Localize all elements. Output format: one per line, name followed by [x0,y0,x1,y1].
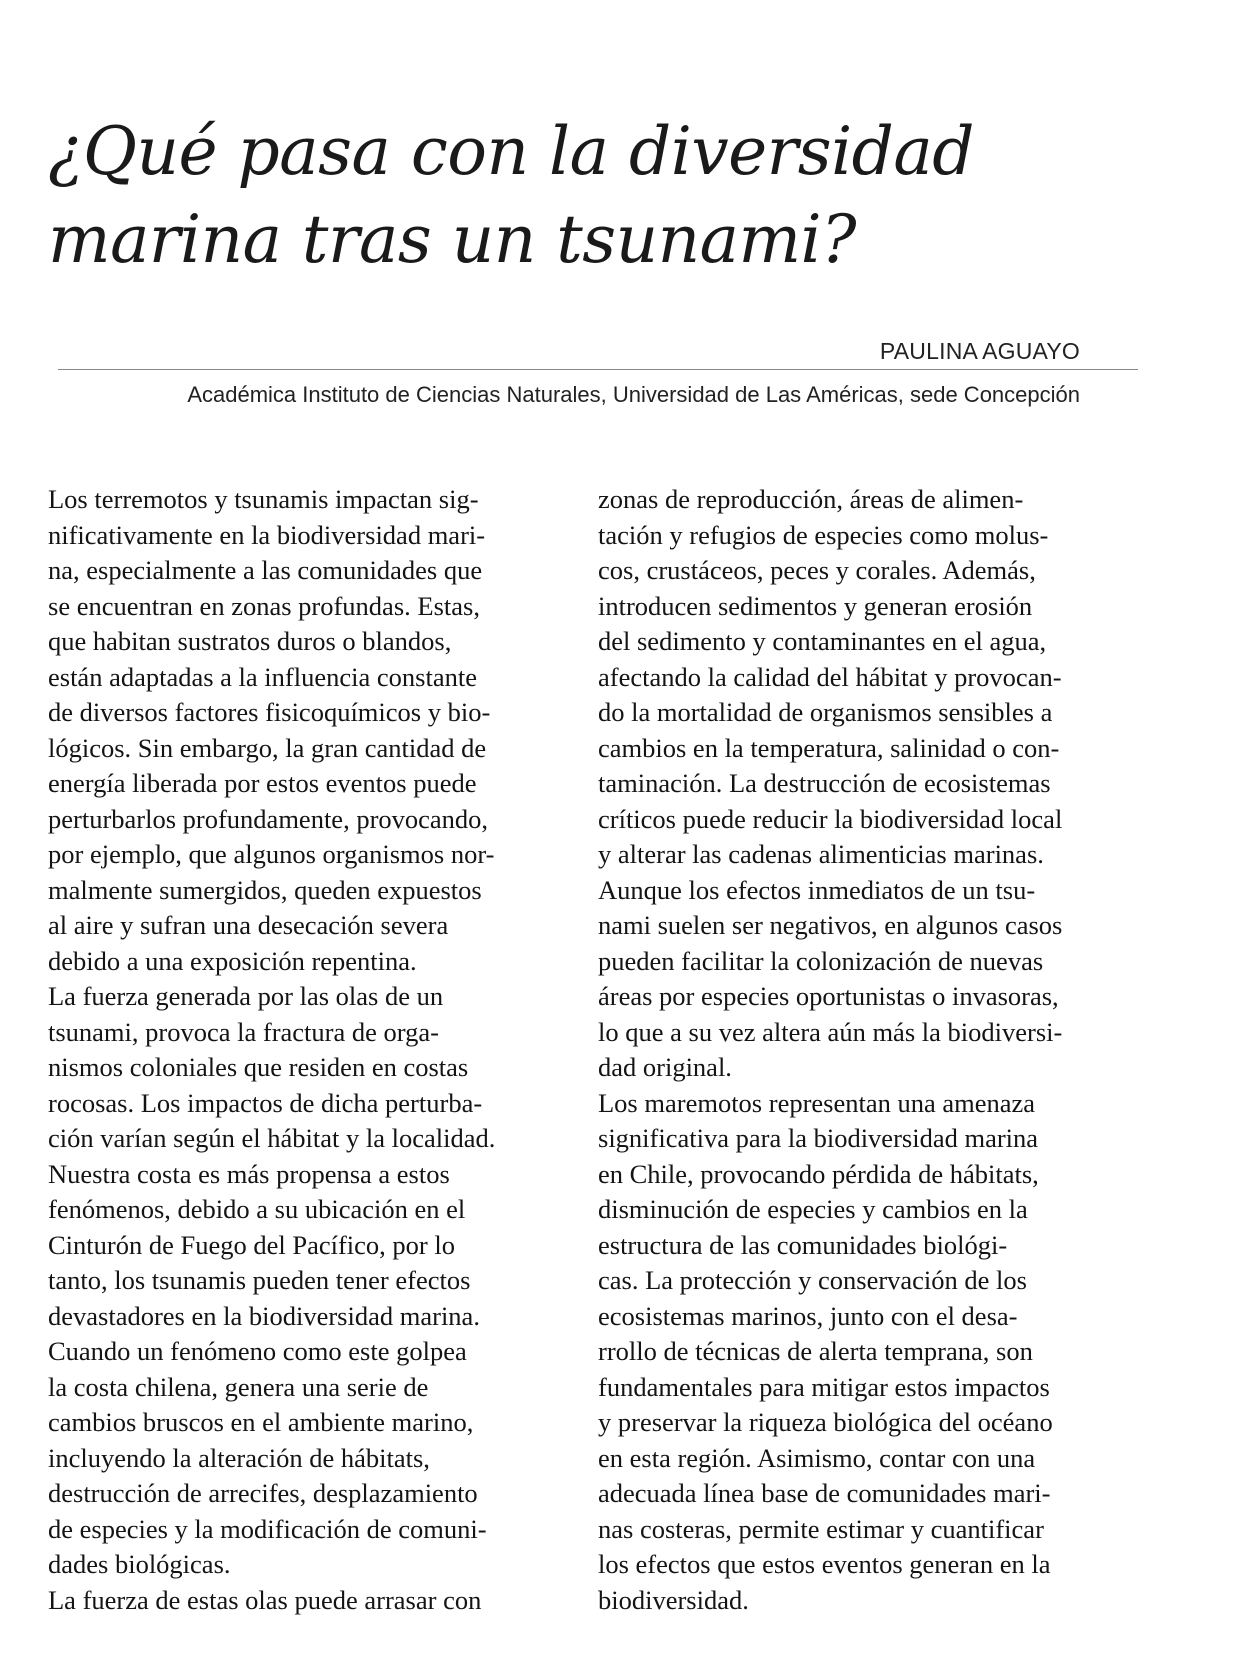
body-text-line: rocosas. Los impactos de dicha perturba- [48,1087,483,1118]
article-title [48,108,1148,284]
body-text-line: tación y refugios de especies como molus- [598,519,1049,550]
body-text-line: y preservar la riqueza biológica del océano [598,1407,1053,1437]
body-text-line: la costa chilena, genera una serie de [48,1371,429,1402]
body-text-line: pueden facilitar la colonización de nuevas [598,945,1044,976]
body-text-line: incluyendo la alteración de hábitats, [48,1442,430,1473]
body-text-line: del sedimento y contaminantes en el agua, [598,626,1047,656]
body-text-line: de diversos factores fisicoquímicos y bio- [48,697,491,727]
body-text-line: afectando la calidad del hábitat y provocan- [598,661,1062,692]
body-text-line: zonas de reproducción, áreas de alimen- [598,484,1024,514]
body-text-line: tanto, los tsunamis pueden tener efectos [48,1265,471,1295]
body-text-line: rrollo de técnicas de alerta temprana, son [598,1336,1033,1366]
body-text-line: de especies y la modificación de comuni- [48,1513,487,1544]
body-text-line: disminución de especies y cambios en la [598,1194,1028,1224]
body-text-line: cambios en la temperatura, salinidad o con- [598,732,1060,763]
article-title-line: marina tras un tsunami? [48,201,857,278]
body-text-line: en esta región. Asimismo, contar con una [598,1442,1036,1473]
body-text-line: y alterar las cadenas alimenticias marinas. [598,839,1044,869]
body-text-line: biodiversidad. [598,1584,749,1615]
body-text-line: fundamentales para mitigar estos impactos [598,1371,1050,1402]
body-text-line: al aire y sufran una desecación severa [48,910,449,940]
body-text-line: nas costeras, permite estimar y cuantificar [598,1513,1044,1544]
body-text-line: lo que a su vez altera aún más la biodiversi- [598,1016,1063,1047]
body-text-line: taminación. La destrucción de ecosistemas [598,768,1051,798]
header-divider [58,369,1138,370]
body-text-line: estructura de las comunidades biológi- [598,1229,1008,1260]
body-text-line: introducen sedimentos y generan erosión [598,590,1033,621]
body-text-line: Nuestra costa es más propensa a estos [48,1158,450,1189]
body-text-line: dades biológicas. [48,1549,231,1579]
body-text-line: dad original. [598,1052,732,1082]
body-text-line: cambios bruscos en el ambiente marino, [48,1407,474,1437]
body-text-line: debido a una exposición repentina. [48,945,417,976]
body-text-line: energía liberada por estos eventos puede [48,768,477,798]
body-text-line: Los terremotos y tsunamis impactan sig- [48,484,479,514]
body-text-line: que habitan sustratos duros o blandos, [48,626,452,656]
body-text-line: La fuerza generada por las olas de un [48,981,444,1011]
body-text-line: na, especialmente a las comunidades que [48,555,483,585]
body-text-line: cos, crustáceos, peces y corales. Además, [598,555,1036,585]
body-text-line: cas. La protección y conservación de los [598,1265,1027,1295]
body-text-line: lógicos. Sin embargo, la gran cantidad de [48,732,487,763]
body-text-line: destrucción de arrecifes, desplazamiento [48,1478,478,1508]
body-text-line: áreas por especies oportunistas o invasoras, [598,981,1059,1011]
body-text-line: los efectos que estos eventos generan en la [598,1549,1051,1579]
body-text-line: Cuando un fenómeno como este golpea [48,1336,467,1366]
article-title-line: ¿Qué pasa con la diversidad [48,113,975,190]
article-column-left [48,482,568,1618]
body-text-line: están adaptadas a la influencia constante [48,661,477,692]
body-text-line: nificativamente en la biodiversidad mari- [48,519,486,550]
body-text-line: ción varían según el hábitat y la localidad. [48,1123,496,1153]
body-text-line: adecuada línea base de comunidades mari- [598,1478,1051,1508]
body-text-line: malmente sumergidos, queden expuestos [48,874,482,905]
body-text-line: Los maremotos representan una amenaza [598,1087,1036,1118]
body-text-line: fenómenos, debido a su ubicación en el [48,1194,466,1224]
body-text-line: significativa para la biodiversidad marina [598,1123,1039,1153]
body-text-line: nismos coloniales que residen en costas [48,1052,469,1082]
body-text-line: se encuentran en zonas profundas. Estas, [48,590,480,621]
body-text-line: en Chile, provocando pérdida de hábitats, [598,1158,1039,1189]
body-text-line: críticos puede reducir la biodiversidad local [598,803,1063,834]
body-text-line: perturbarlos profundamente, provocando, [48,803,489,834]
author-name: PAULINA AGUAYO [879,338,1080,364]
body-text-line: tsunami, provoca la fractura de orga- [48,1016,439,1047]
body-text-line: ecosistemas marinos, junto con el desa- [598,1300,1018,1331]
body-text-line: do la mortalidad de organismos sensibles a [598,697,1053,727]
body-text-line: nami suelen ser negativos, en algunos casos [598,910,1063,940]
body-text-line: por ejemplo, que algunos organismos nor- [48,839,495,869]
body-text-line: devastadores en la biodiversidad marina. [48,1300,480,1331]
body-text-line: La fuerza de estas olas puede arrasar con [48,1584,482,1615]
body-text-line: Aunque los efectos inmediatos de un tsu- [598,874,1036,905]
author-affiliation: Académica Instituto de Ciencias Naturales, Universidad de Las Américas, sede Concepción [187,382,1080,407]
body-text-line: Cinturón de Fuego del Pacífico, por lo [48,1229,455,1260]
article-column-right [598,482,1138,1618]
